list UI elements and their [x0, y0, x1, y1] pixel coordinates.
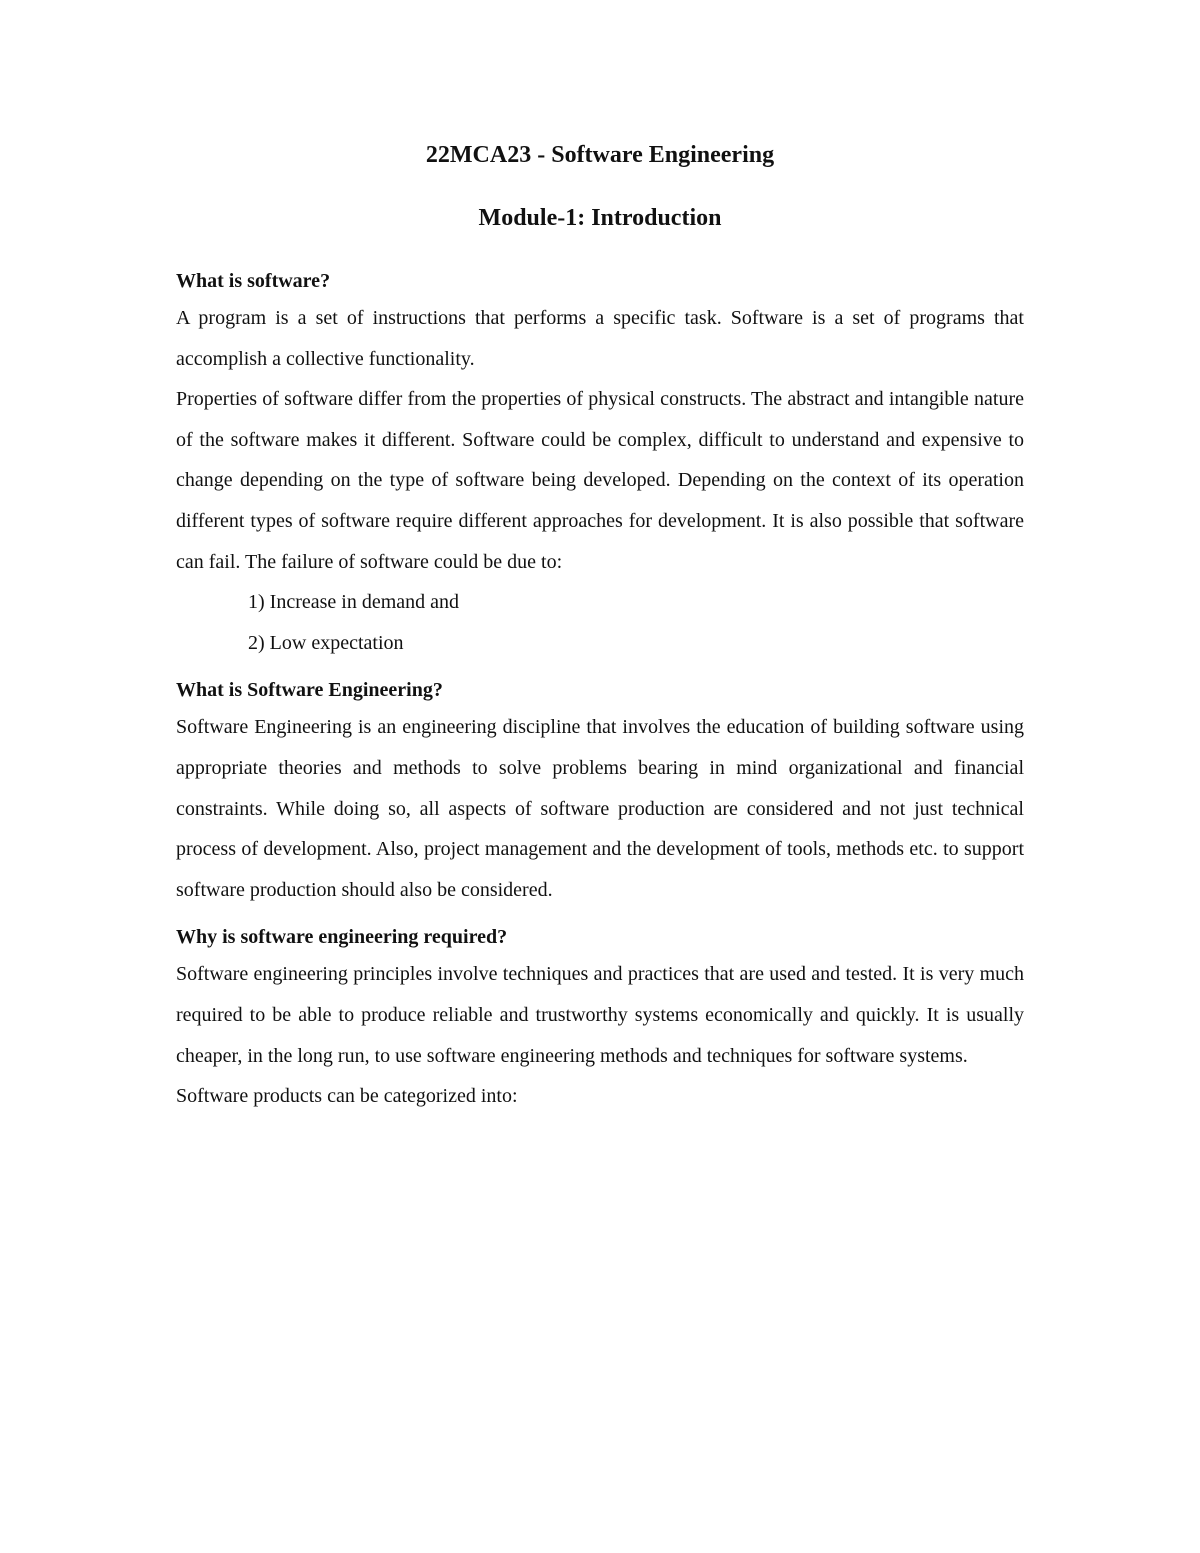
- paragraph-software-properties: Properties of software differ from the properties of physical constructs. The abstract and intangible nature of the software makes it different. Software could be complex, difficult to understand and expensive to change depending on the type of software being developed. Depending on the context of its operation different types of software require different approaches for development. It is also possible that software can fail. The failure of software could be due to:: [176, 388, 1024, 573]
- module-title: Module-1: Introduction: [478, 205, 722, 231]
- list-item: 1) Increase in demand and: [248, 591, 460, 614]
- section-heading-what-is-software-engineering: What is Software Engineering?: [176, 679, 443, 702]
- list-item: 2) Low expectation: [248, 631, 404, 654]
- document-title: 22MCA23 - Software Engineering: [425, 142, 775, 168]
- paragraph-software-engineering-definition: Software Engineering is an engineering discipline that involves the education of building software using appropriate theories and methods to solve problems bearing in mind organizational and financial constraints. While doing so, all aspects of software production are considered and not just technical process of development. Also, project management and the development of tools, methods etc. to support software production should also be considered.: [176, 716, 1024, 901]
- paragraph-software-products-categories: Software products can be categorized into:: [176, 1085, 518, 1108]
- section-heading-what-is-software: What is software?: [176, 270, 331, 292]
- paragraph-why-software-engineering: Software engineering principles involve techniques and practices that are used and tested. It is very much required to be able to produce reliable and trustworthy systems economically and quickly. It is usually cheaper, in the long run, to use software engineering methods and techniques for software systems.: [176, 963, 1024, 1067]
- paragraph-software-definition: A program is a set of instructions that performs a specific task. Software is a set of programs that accomplish a collective functionality.: [176, 307, 1024, 370]
- failure-reasons-list: [176, 582, 1024, 663]
- document-page: [176, 138, 1024, 1117]
- section-heading-why-software-engineering: Why is software engineering required?: [176, 926, 508, 949]
